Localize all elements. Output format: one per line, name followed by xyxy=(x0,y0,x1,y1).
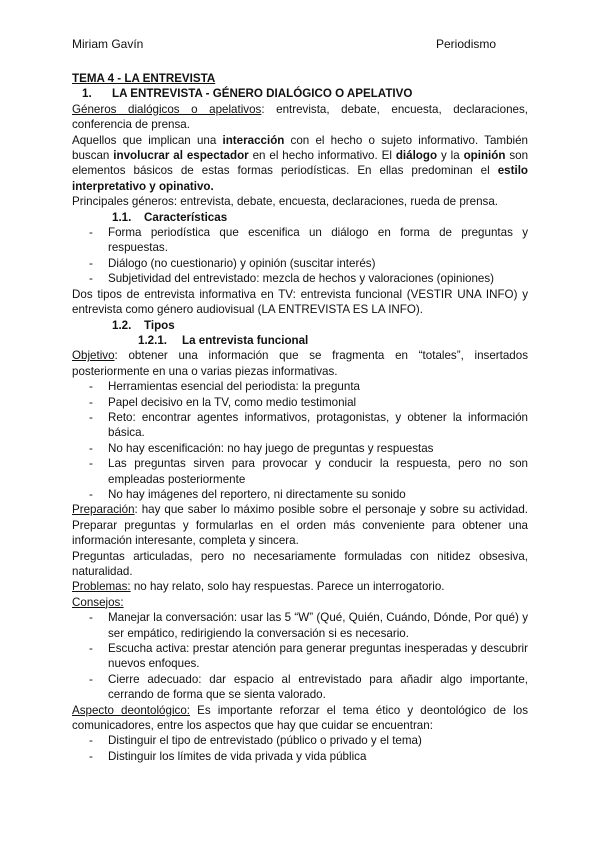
section-number: 1.2.1. xyxy=(138,333,168,347)
section-heading-1-2-1 xyxy=(72,333,528,348)
section-number: 1.1. xyxy=(112,210,132,224)
paragraph-generos xyxy=(72,102,528,133)
section-heading-1 xyxy=(72,86,528,101)
paragraph-deontologico xyxy=(72,703,528,734)
paragraph-text: Es importante reforzar el tema ético y deontológico de los comunicadores, entre los aspectos que hay que cuidar se encuentran: xyxy=(72,703,529,733)
underlined-label: Problemas: xyxy=(72,580,131,594)
paragraph-consejos xyxy=(72,595,528,610)
list-item: - Manejar la conversación: usar las 5 “W” (Qué, Quién, Cuándo, Dónde, Por qué) y ser empático, redirigiendo la conversación si es necesario. xyxy=(72,610,528,641)
paragraph-principales: Principales géneros: entrevista, debate, encuesta, declaraciones, rueda de prensa. xyxy=(72,195,499,209)
list-item: - Herramientas esencial del periodista: la pregunta xyxy=(72,379,528,394)
underlined-label: Géneros dialógicos o apelativos xyxy=(72,102,262,116)
list-item: - Forma periodística que escenifica un diálogo en forma de preguntas y respuestas. xyxy=(72,225,528,256)
list-item: - Distinguir los límites de vida privada y vida pública xyxy=(72,749,528,764)
section-title: La entrevista funcional xyxy=(182,333,309,347)
paragraph-problemas xyxy=(72,579,528,594)
paragraph-interaccion xyxy=(72,133,528,195)
bold-run: opinión xyxy=(463,149,506,163)
paragraph-text: : hay que saber lo máximo posible sobre el personaje y sobre su actividad. Preparar preguntas y formularlas en el orden más conveniente para obtener una información interesante, completa y sincera. xyxy=(72,503,528,548)
header-author: Miriam Gavín xyxy=(72,37,144,51)
paragraph-tipos-entrevista: Dos tipos de entrevista informativa en TV: entrevista funcional (VESTIR UNA INFO) y entrevista como género audiovisual (LA ENTREVISTA ES LA INFO). xyxy=(72,287,528,317)
bold-run: involucrar al espectador xyxy=(113,149,249,163)
list-item: - No hay escenificación: no hay juego de preguntas y respuestas xyxy=(72,441,528,456)
paragraph-text: : obtener una información que se fragmenta en “totales”, insertados posteriormente en una o varias piezas informativas. xyxy=(72,349,528,378)
list-item: - Diálogo (no cuestionario) y opinión (suscitar interés) xyxy=(72,256,528,271)
list-item: - Subjetividad del entrevistado: mezcla de hechos y valoraciones (opiniones) xyxy=(72,271,528,286)
bold-run: estilo interpretativo y opinativo. xyxy=(72,164,528,193)
text-run: con el hecho o sujeto informativo. También buscan xyxy=(72,133,528,163)
paragraph-preguntas: Preguntas articuladas, pero no necesariamente formuladas con nitidez obsesiva, naturalidad. xyxy=(72,549,528,578)
section-heading-1-2 xyxy=(72,318,528,333)
header-subject: Periodismo xyxy=(436,37,497,51)
text-run: son elementos básicos de estas formas periodísticas. En ellas predominan el xyxy=(72,149,529,178)
text-run: y la xyxy=(437,149,464,163)
list-item: - Distinguir el tipo de entrevistado (público o privado y el tema) xyxy=(72,733,528,748)
paragraph-text: no hay relato, solo hay respuestas. Parece un interrogatorio. xyxy=(130,580,445,594)
underlined-label: Consejos: xyxy=(72,595,124,609)
list-caracteristicas xyxy=(72,225,528,287)
list-item: - Escucha activa: prestar atención para generar preguntas inesperadas y descubrir nuevos enfoques. xyxy=(72,641,528,672)
underlined-label: Aspecto deontológico: xyxy=(72,703,190,717)
document-title: TEMA 4 - LA ENTREVISTA xyxy=(72,72,216,85)
list-funcional xyxy=(72,379,528,502)
text-run: en el hecho informativo. El xyxy=(248,149,396,163)
section-heading-1-1 xyxy=(72,210,528,225)
paragraph-objetivo xyxy=(72,348,528,379)
list-item: - No hay imágenes del reportero, ni directamente su sonido xyxy=(72,487,528,502)
text-run: Aquellos que implican una xyxy=(72,133,223,147)
section-title: Tipos xyxy=(144,318,175,332)
section-number: 1. xyxy=(82,87,92,101)
bold-run: interacción xyxy=(222,133,285,147)
list-consejos xyxy=(72,610,528,702)
section-number: 1.2. xyxy=(112,318,132,332)
list-item: - Reto: encontrar agentes informativos, protagonistas, y obtener la información básica. xyxy=(72,410,528,441)
underlined-label: Preparación xyxy=(72,503,135,517)
section-title: LA ENTREVISTA - GÉNERO DIALÓGICO O APELATIVO xyxy=(112,87,413,101)
section-title: Características xyxy=(144,210,228,224)
paragraph-preparacion xyxy=(72,502,528,548)
list-deontologico xyxy=(72,733,528,764)
document-body xyxy=(72,71,528,764)
bold-run: diálogo xyxy=(395,149,438,163)
paragraph-text: : entrevista, debate, encuesta, declaraciones, conferencia de prensa. xyxy=(72,102,528,132)
underlined-label: Objetivo xyxy=(72,349,115,363)
list-item: - Las preguntas sirven para provocar y conducir la respuesta, pero no son empleadas posteriormente xyxy=(72,456,528,487)
list-item: - Cierre adecuado: dar espacio al entrevistado para añadir algo importante, cerrando de forma que se sienta valorado. xyxy=(72,672,528,703)
list-item: - Papel decisivo en la TV, como medio testimonial xyxy=(72,395,528,410)
